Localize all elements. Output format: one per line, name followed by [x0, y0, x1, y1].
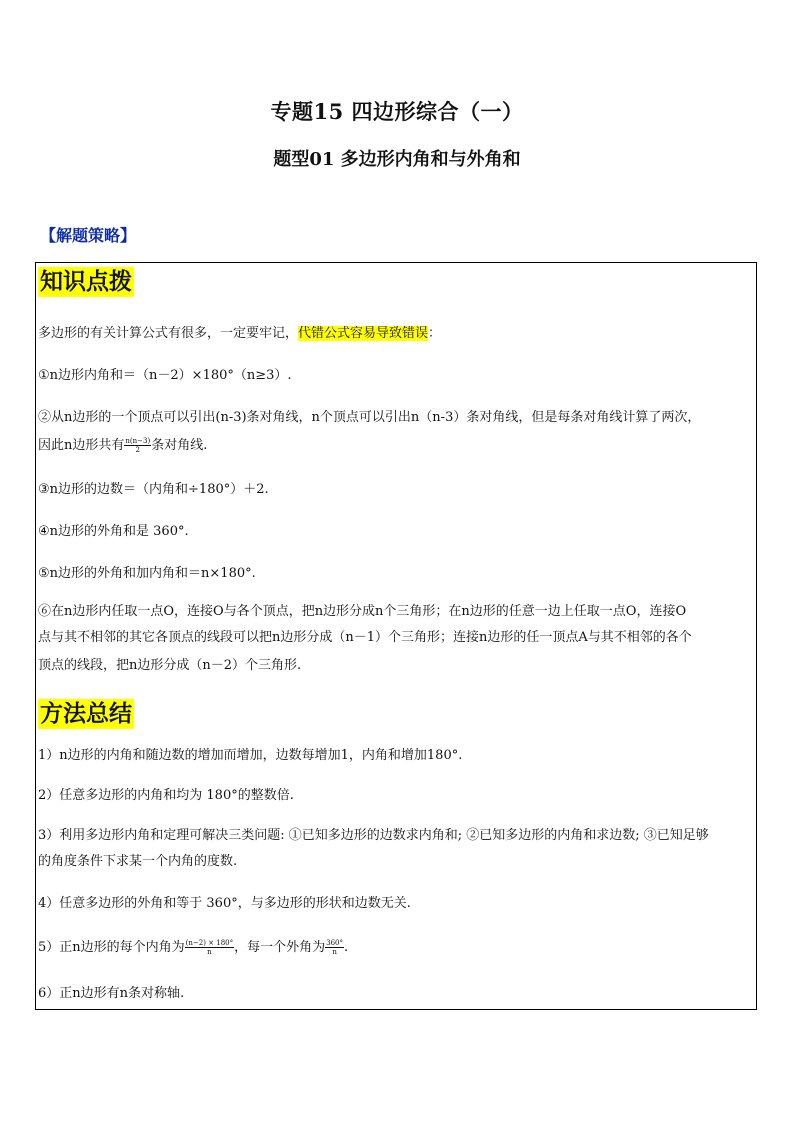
intro-paragraph — [38, 321, 756, 347]
page-title: 专题15 四边形综合（一） — [270, 99, 524, 124]
section-heading-knowledge: 知识点拨 — [40, 269, 132, 295]
fraction-denominator: n — [332, 948, 337, 956]
fraction-denominator: n — [207, 948, 212, 956]
item2-prefix: 因此n边形共有 — [38, 438, 125, 453]
section-heading-methods: 方法总结 — [40, 701, 132, 727]
m5-middle: ，每一个外角为 — [234, 940, 326, 955]
page-subtitle: 题型01 多边形内角和与外角和 — [273, 149, 521, 170]
method-item-4: 4）任意多边形的外角和等于 360°，与多边形的形状和边数无关. — [38, 896, 411, 911]
method-item-3-line-2: 的角度条件下求某一个内角的度数. — [38, 854, 238, 869]
item2-suffix: 条对角线. — [151, 438, 208, 453]
m5-suffix: . — [344, 940, 349, 955]
fraction-numerator: n(n−3) — [125, 437, 151, 445]
method-item-5 — [38, 935, 756, 961]
knowledge-item-2-line-1: ②从n边形的一个顶点可以引出(n-3)条对角线，n个顶点可以引出n（n-3）条对角线，但是每条对角线计算了两次， — [38, 410, 701, 425]
fraction-denominator: 2 — [135, 446, 141, 454]
exterior-angle-fraction — [325, 939, 344, 956]
knowledge-item-2-line-2 — [38, 433, 756, 459]
method-item-3-line-1: 3）利用多边形内角和定理可解决三类问题: ①已知多边形的边数求内角和; ②已知多边形的内角和求边数; ③已知足够 — [38, 828, 709, 843]
fraction-numerator: 360° — [326, 939, 344, 947]
intro-suffix: ： — [428, 326, 442, 341]
diagonal-count-fraction — [124, 437, 151, 454]
method-item-2: 2）任意多边形的内角和均为 180°的整数倍. — [38, 788, 294, 803]
knowledge-item-1: ①n边形内角和＝（n－2）×180°（n≥3）. — [38, 368, 292, 383]
fraction-numerator: (n−2) × 180° — [185, 939, 234, 947]
knowledge-item-6-line-1: ⑥在n边形内任取一点O，连接O与各个顶点，把n边形分成n个三角形；在n边形的任意一边上任取一点O，连接O — [38, 604, 687, 619]
m5-prefix: 5）正n边形的每个内角为 — [38, 940, 185, 955]
content-box — [35, 262, 757, 1010]
knowledge-item-4: ④n边形的外角和是 360°. — [38, 524, 189, 539]
knowledge-item-6-line-3: 顶点的线段，把n边形分成（n－2）个三角形. — [38, 658, 302, 673]
intro-text: 多边形的有关计算公式有很多，一定要牢记， — [38, 326, 299, 341]
interior-angle-fraction — [185, 939, 234, 956]
knowledge-item-5: ⑤n边形的外角和加内角和＝n×180°. — [38, 566, 256, 581]
intro-highlight: 代错公式容易导致错误 — [298, 326, 429, 341]
knowledge-item-6-line-2: 点与其不相邻的其它各顶点的线段可以把n边形分成（n－1）个三角形；连接n边形的任一顶点A与其不相邻的各个 — [38, 630, 692, 645]
strategy-label: 【解题策略】 — [40, 226, 137, 245]
method-item-1: 1）n边形的内角和随边数的增加而增加，边数每增加1，内角和增加180°. — [38, 748, 463, 763]
knowledge-item-3: ③n边形的边数＝（内角和÷180°）＋2. — [38, 482, 269, 497]
method-item-6: 6）正n边形有n条对称轴. — [38, 986, 185, 1001]
